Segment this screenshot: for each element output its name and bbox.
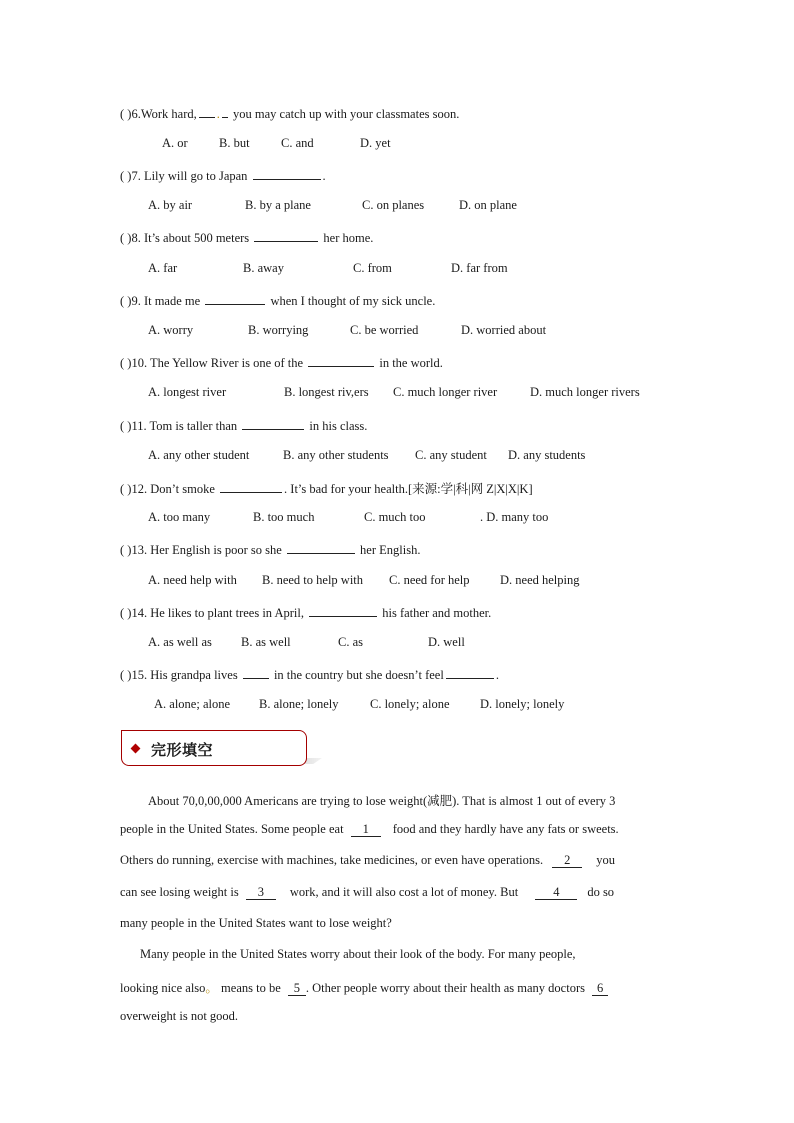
- passage-line: people in the United States. Some people eat 1 food and they hardly have any fats or sweets.: [120, 822, 619, 836]
- option-b: B. longest riv,ers: [284, 385, 369, 399]
- option-d: D. well: [428, 635, 465, 649]
- option-d: . D. many too: [480, 510, 549, 524]
- option-c: C. and: [281, 136, 314, 150]
- option-a: A. need help with: [148, 573, 237, 587]
- question-7: ( )7. Lily will go to Japan .: [120, 169, 326, 183]
- section-title: 完形填空: [132, 739, 213, 760]
- stray-mark: 。: [205, 981, 218, 995]
- answer-blank: [309, 604, 377, 617]
- section-header: [121, 730, 307, 766]
- cloze-blank-4: 4: [535, 885, 577, 900]
- option-b: B. need to help with: [262, 573, 364, 587]
- option-d: D. need helping: [500, 573, 580, 587]
- option-a: A. far: [148, 261, 178, 275]
- option-c: C. be worried: [350, 323, 419, 337]
- stray-mark: .: [216, 107, 220, 121]
- option-b: B. but: [219, 136, 250, 150]
- passage-line: overweight is not good.: [120, 1009, 239, 1023]
- option-b: B. worrying: [248, 323, 309, 337]
- answer-blank: [254, 229, 318, 242]
- option-c: C. need for help: [389, 573, 470, 587]
- option-b: B. alone; lonely: [259, 697, 339, 711]
- passage-line: Many people in the United States worry about their look of the body. For many people,: [140, 947, 576, 961]
- option-a: A. by air: [148, 198, 193, 212]
- option-a: A. longest river: [148, 385, 227, 399]
- option-a: A. too many: [148, 510, 211, 524]
- passage-line: Others do running, exercise with machines, take medicines, or even have operations. 2 you: [120, 853, 616, 867]
- cloze-blank-5: 5: [288, 981, 306, 996]
- passage-line: many people in the United States want to lose weight?: [120, 916, 392, 930]
- answer-blank: [242, 417, 304, 430]
- option-c: C. on planes: [362, 198, 425, 212]
- option-a: A. alone; alone: [154, 697, 231, 711]
- answer-blank: [287, 541, 355, 554]
- cloze-blank-1: 1: [351, 822, 381, 837]
- option-c: C. from: [353, 261, 392, 275]
- answer-blank: [222, 105, 228, 118]
- question-6: ( )6.Work hard, . you may catch up with your classmates soon.: [120, 107, 460, 121]
- question-6-stem: ( )6.Work hard,: [120, 107, 197, 121]
- question-8: ( )8. It’s about 500 meters her home.: [120, 231, 374, 245]
- option-b: B. too much: [253, 510, 315, 524]
- answer-blank: [205, 292, 265, 305]
- answer-blank: [243, 666, 269, 679]
- question-10: ( )10. The Yellow River is one of the in the world.: [120, 356, 443, 370]
- answer-blank: [308, 354, 374, 367]
- option-b: B. as well: [241, 635, 291, 649]
- answer-blank: [220, 480, 282, 493]
- option-b: B. by a plane: [245, 198, 311, 212]
- cloze-blank-6: 6: [592, 981, 608, 996]
- diamond-bullet-icon: [131, 744, 141, 754]
- option-d: D. lonely; lonely: [480, 697, 565, 711]
- option-c: C. as: [338, 635, 363, 649]
- answer-blank: [253, 167, 321, 180]
- option-a: A. as well as: [148, 635, 212, 649]
- question-13: ( )13. Her English is poor so she her English.: [120, 543, 421, 557]
- option-c: C. much longer river: [393, 385, 498, 399]
- option-d: D. on plane: [459, 198, 517, 212]
- option-c: C. much too: [364, 510, 426, 524]
- option-a: A. worry: [148, 323, 194, 337]
- passage-line: can see losing weight is 3 work, and it will also cost a lot of money. But 4 do so: [120, 885, 615, 899]
- question-15: ( )15. His grandpa lives in the country but she doesn’t feel .: [120, 668, 499, 682]
- option-c: C. lonely; alone: [370, 697, 450, 711]
- passage-line: looking nice also。 means to be 5 . Other people worry about their health as many doctors 6: [120, 978, 608, 996]
- option-d: D. yet: [360, 136, 391, 150]
- question-14: ( )14. He likes to plant trees in April, his father and mother.: [120, 606, 492, 620]
- question-12: ( )12. Don’t smoke . It’s bad for your health.[来源:学|科|网 Z|X|X|K]: [120, 482, 533, 496]
- option-c: C. any student: [415, 448, 487, 462]
- option-d: D. far from: [451, 261, 508, 275]
- option-d: D. worried about: [461, 323, 547, 337]
- answer-blank: [446, 666, 494, 679]
- option-a: A. or: [162, 136, 188, 150]
- option-a: A. any other student: [148, 448, 250, 462]
- cloze-blank-2: 2: [552, 853, 582, 868]
- passage-line: About 70,0,00,000 Americans are trying to lose weight(减肥). That is almost 1 out of every 3: [148, 794, 616, 808]
- cloze-blank-3: 3: [246, 885, 276, 900]
- question-11: ( )11. Tom is taller than in his class.: [120, 419, 368, 433]
- answer-blank: [199, 105, 215, 118]
- question-9: ( )9. It made me when I thought of my sick uncle.: [120, 294, 436, 308]
- option-b: B. any other students: [283, 448, 389, 462]
- option-d: D. much longer rivers: [530, 385, 640, 399]
- option-b: B. away: [243, 261, 284, 275]
- option-d: D. any students: [508, 448, 586, 462]
